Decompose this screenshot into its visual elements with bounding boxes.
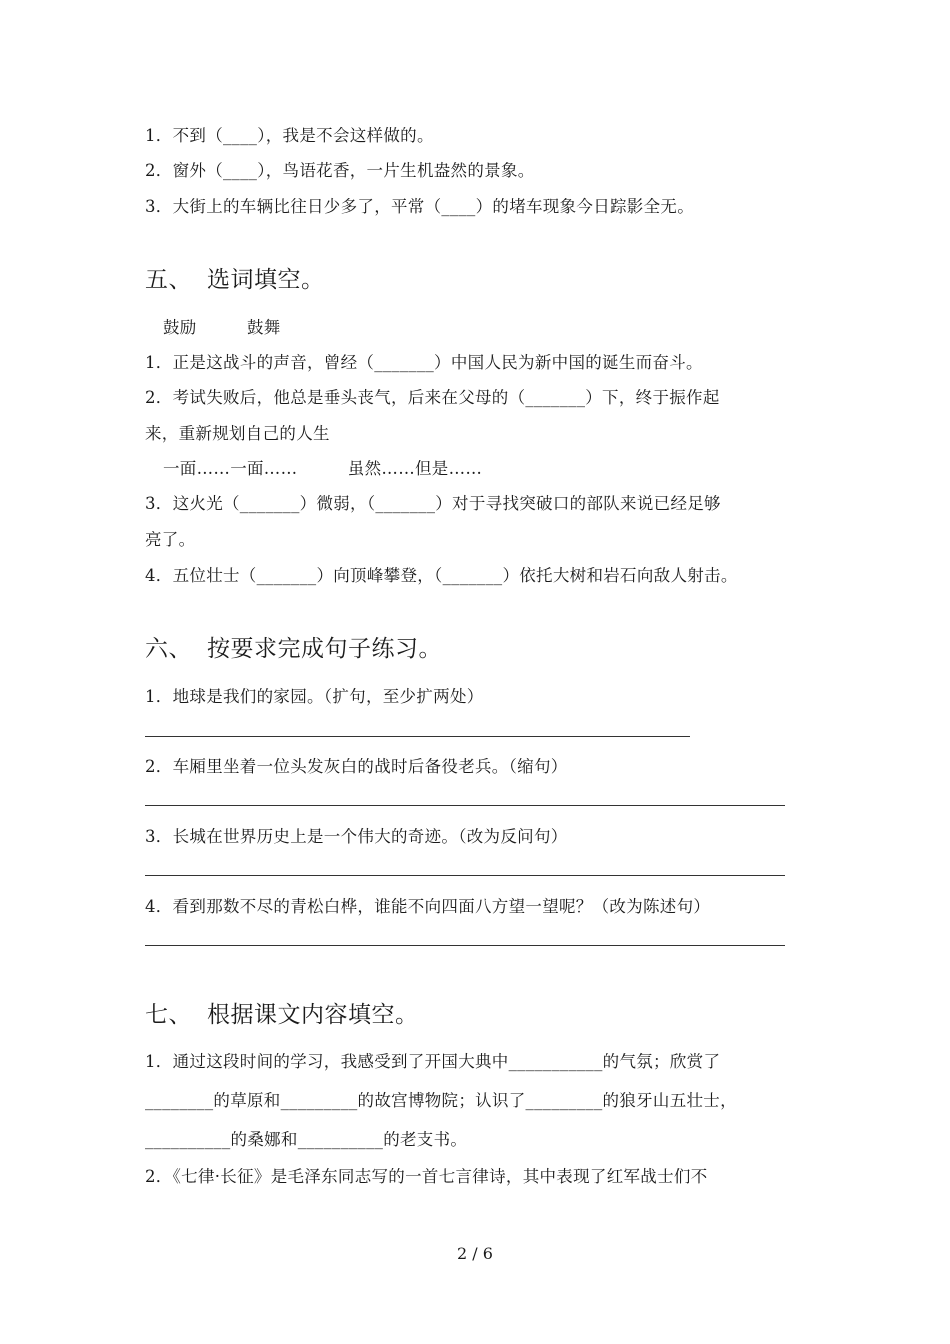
section5-title: 选词填空。 <box>207 267 325 293</box>
s7-item-1: 1．通过这段时间的学习，我感受到了开国大典中___________的气氛；欣赏了 <box>145 1052 721 1071</box>
s4-item-3: 3．大街上的车辆比往日少多了，平常（____）的堵车现象今日踪影全无。 <box>145 197 694 216</box>
s7-item-1-cont-2: __________的桑娜和__________的老支书。 <box>145 1130 468 1149</box>
s5-word-bank-1: 鼓励 鼓舞 <box>163 318 281 337</box>
section7-title: 根据课文内容填空。 <box>207 1002 419 1028</box>
s5-item-3-cont: 亮了。 <box>145 530 196 549</box>
s5-item-1: 1．正是这战斗的声音，曾经（_______）中国人民为新中国的诞生而奋斗。 <box>145 353 703 372</box>
s6-answer-line-2[interactable] <box>145 805 785 806</box>
s5-item-2: 2．考试失败后，他总是垂头丧气，后来在父母的（_______）下，终于振作起 <box>145 388 720 407</box>
s6-item-1: 1．地球是我们的家园。（扩句，至少扩两处） <box>145 687 484 706</box>
page-number: 2 / 6 <box>457 1244 493 1263</box>
s4-item-2: 2．窗外（____），鸟语花香，一片生机盎然的景象。 <box>145 161 535 180</box>
s5-item-2-cont: 来，重新规划自己的人生 <box>145 424 330 443</box>
section5-number: 五、 <box>145 267 192 293</box>
section7-number: 七、 <box>145 1002 192 1028</box>
s5-word-bank-2: 一面……一面…… 虽然……但是…… <box>163 459 483 478</box>
section6-number: 六、 <box>145 636 192 662</box>
section7-heading <box>145 996 419 1029</box>
s7-item-2: 2．《七律·长征》是毛泽东同志写的一首七言律诗，其中表现了红军战士们不 <box>145 1167 708 1186</box>
s6-item-4: 4．看到那数不尽的青松白桦，谁能不向四面八方望一望呢？（改为陈述句） <box>145 897 711 916</box>
section6-heading <box>145 630 442 663</box>
section5-heading <box>145 261 325 294</box>
s5-item-3: 3．这火光（_______）微弱，（_______）对于寻找突破口的部队来说已经足够 <box>145 494 721 513</box>
s4-item-1: 1．不到（____），我是不会这样做的。 <box>145 126 434 145</box>
s5-item-4: 4．五位壮士（_______）向顶峰攀登，（_______）依托大树和岩石向敌人射击。 <box>145 566 738 585</box>
s7-item-1-cont-1: ________的草原和_________的故宫博物院；认识了_________的狼牙山五壮士， <box>145 1091 737 1110</box>
s6-answer-line-4[interactable] <box>145 945 785 946</box>
s6-answer-line-3[interactable] <box>145 875 785 876</box>
s6-answer-line-1[interactable] <box>145 736 690 737</box>
section6-title: 按要求完成句子练习。 <box>207 636 442 662</box>
s6-item-2: 2．车厢里坐着一位头发灰白的战时后备役老兵。（缩句） <box>145 757 568 776</box>
s6-item-3: 3．长城在世界历史上是一个伟大的奇迹。（改为反问句） <box>145 827 568 846</box>
